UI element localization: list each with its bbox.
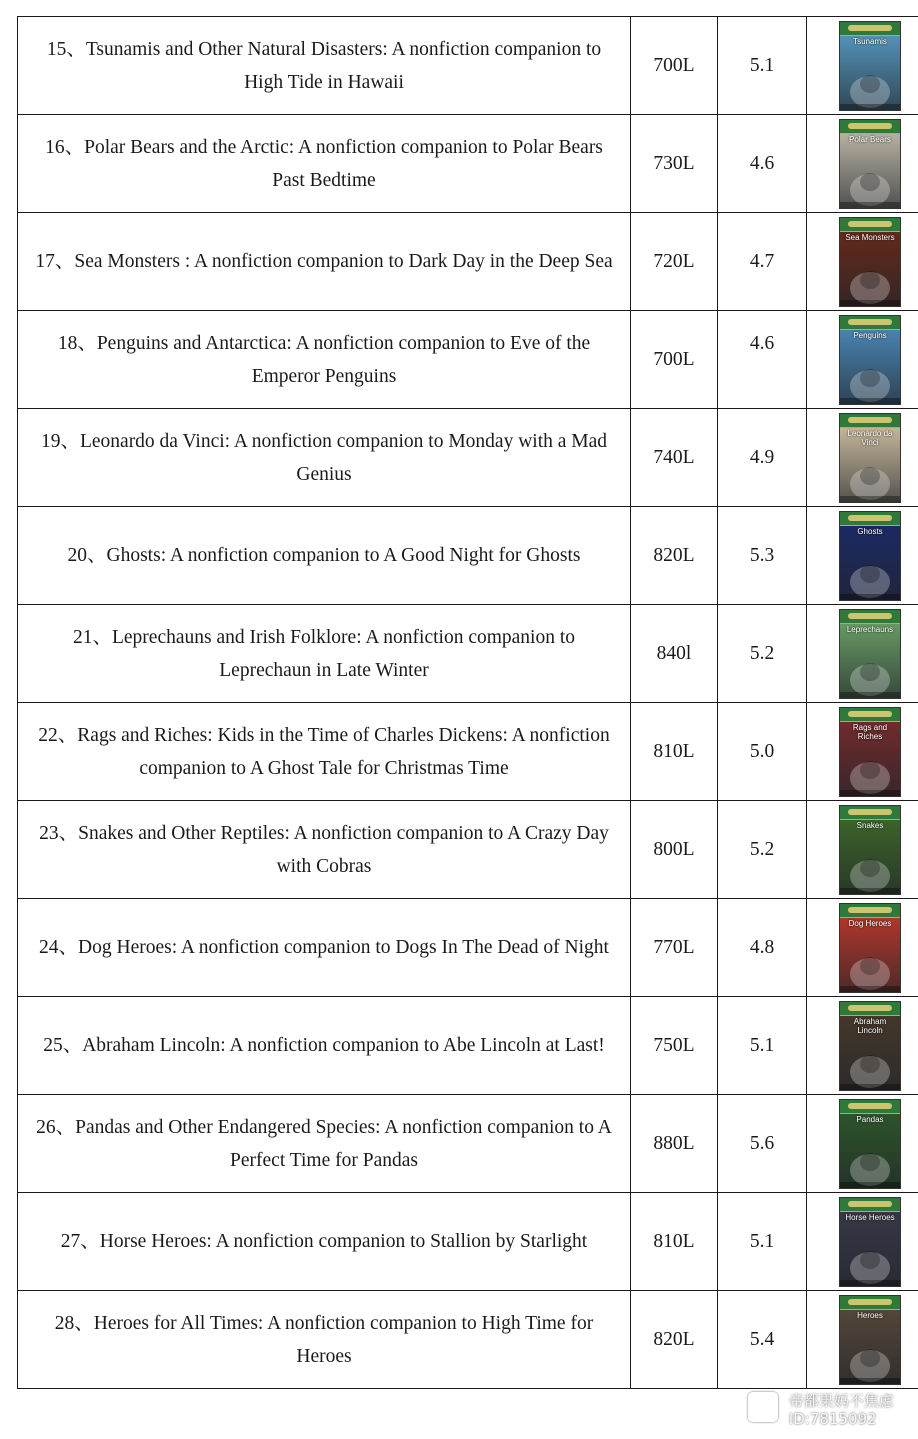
cover-banner	[840, 512, 900, 526]
lexile-cell: 840l	[631, 605, 718, 703]
cover-illustration-icon	[840, 744, 900, 796]
cover-banner	[840, 1198, 900, 1212]
book-list-table-wrapper	[17, 16, 905, 1389]
book-title-cell: 27、Horse Heroes: A nonfiction companion to Stallion by Starlight	[18, 1193, 631, 1291]
lexile-cell: 770L	[631, 899, 718, 997]
level-value: 4.8	[749, 936, 775, 958]
book-title-cell: 19、Leonardo da Vinci: A nonfiction companion to Monday with a Mad Genius	[18, 409, 631, 507]
lexile-cell: 820L	[631, 1291, 718, 1389]
lexile-cell: 700L	[631, 17, 718, 115]
level-value: 5.1	[749, 1034, 775, 1056]
cover-banner	[840, 120, 900, 134]
cover-banner	[840, 806, 900, 820]
level-value: 5.2	[749, 838, 775, 860]
book-cover-cell	[807, 507, 918, 605]
table-row	[18, 409, 918, 507]
lexile-cell: 810L	[631, 703, 718, 801]
watermark	[748, 1392, 894, 1428]
book-cover-image	[840, 22, 900, 110]
level-cell	[718, 605, 807, 703]
cover-illustration-icon	[840, 352, 900, 404]
book-title-cell: 25、Abraham Lincoln: A nonfiction companion to Abe Lincoln at Last!	[18, 997, 631, 1095]
book-title-cell: 22、Rags and Riches: Kids in the Time of Charles Dickens: A nonfiction companion to A Ghost Tale for Christmas Time	[18, 703, 631, 801]
book-title-cell: 15、Tsunamis and Other Natural Disasters: A nonfiction companion to High Tide in Hawaii	[18, 17, 631, 115]
book-cover-cell	[807, 17, 918, 115]
book-cover-cell	[807, 997, 918, 1095]
cover-title: Tsunamis	[853, 36, 887, 46]
cover-title: Dog Heroes	[848, 918, 892, 928]
table-row	[18, 899, 918, 997]
book-cover-image	[840, 708, 900, 796]
book-cover-image	[840, 316, 900, 404]
cover-title: Polar Bears	[849, 134, 891, 144]
lexile-cell: 800L	[631, 801, 718, 899]
cover-banner	[840, 1002, 900, 1016]
watermark-text	[789, 1392, 894, 1428]
lexile-cell: 730L	[631, 115, 718, 213]
cover-title: Penguins	[853, 330, 887, 340]
book-cover-cell	[807, 213, 918, 311]
cover-banner	[840, 904, 900, 918]
book-cover-cell	[807, 311, 918, 409]
watermark-line2: ID:7815092	[788, 1410, 877, 1428]
level-cell	[718, 1291, 807, 1389]
book-title-cell: 26、Pandas and Other Endangered Species: A nonfiction companion to A Perfect Time for Pandas	[18, 1095, 631, 1193]
level-cell	[718, 311, 807, 409]
level-value: 4.6	[749, 332, 775, 354]
level-value: 4.6	[749, 152, 775, 174]
book-cover-image	[840, 512, 900, 600]
level-cell	[718, 213, 807, 311]
table-row	[18, 213, 918, 311]
book-cover-image	[840, 806, 900, 894]
cover-title: Sea Monsters	[845, 232, 895, 242]
level-cell	[718, 115, 807, 213]
table-row	[18, 17, 918, 115]
cover-illustration-icon	[840, 1332, 900, 1384]
level-cell	[718, 507, 807, 605]
cover-banner	[840, 218, 900, 232]
table-row	[18, 311, 918, 409]
level-cell	[718, 899, 807, 997]
book-cover-image	[840, 904, 900, 992]
cover-title: Rags and Riches	[852, 722, 888, 741]
book-title-cell: 20、Ghosts: A nonfiction companion to A Good Night for Ghosts	[18, 507, 631, 605]
table-row	[18, 1095, 918, 1193]
level-cell	[718, 1193, 807, 1291]
cover-illustration-icon	[840, 1234, 900, 1286]
cover-title: Ghosts	[857, 526, 883, 536]
lexile-cell: 700L	[631, 311, 718, 409]
level-value: 4.9	[749, 446, 775, 468]
book-cover-cell	[807, 1291, 918, 1389]
cover-banner	[840, 1296, 900, 1310]
book-cover-cell	[807, 1193, 918, 1291]
book-cover-image	[840, 1100, 900, 1188]
table-row	[18, 507, 918, 605]
level-cell	[718, 17, 807, 115]
book-cover-cell	[807, 801, 918, 899]
cover-title: Abraham Lincoln	[853, 1016, 887, 1035]
lexile-cell: 720L	[631, 213, 718, 311]
level-cell	[718, 703, 807, 801]
book-title-cell: 17、Sea Monsters : A nonfiction companion to Dark Day in the Deep Sea	[18, 213, 631, 311]
level-value: 5.0	[749, 740, 775, 762]
lexile-cell: 820L	[631, 507, 718, 605]
book-title-cell: 24、Dog Heroes: A nonfiction companion to Dogs In The Dead of Night	[18, 899, 631, 997]
watermark-line1: 帝都果妈不焦虑	[788, 1392, 894, 1410]
level-cell	[718, 1095, 807, 1193]
cover-title: Pandas	[856, 1114, 884, 1124]
level-value: 5.3	[749, 544, 775, 566]
cover-illustration-icon	[840, 548, 900, 600]
book-cover-image	[840, 414, 900, 502]
lexile-cell: 810L	[631, 1193, 718, 1291]
book-cover-image	[840, 1198, 900, 1286]
cover-illustration-icon	[840, 1038, 900, 1090]
cover-banner	[840, 316, 900, 330]
cover-illustration-icon	[840, 940, 900, 992]
level-value: 5.1	[749, 1230, 775, 1252]
book-cover-cell	[807, 703, 918, 801]
level-value: 5.6	[749, 1132, 775, 1154]
table-row	[18, 605, 918, 703]
book-cover-image	[840, 120, 900, 208]
book-cover-cell	[807, 899, 918, 997]
cover-banner	[840, 610, 900, 624]
cover-banner	[840, 1100, 900, 1114]
table-row	[18, 1291, 918, 1389]
table-row	[18, 997, 918, 1095]
lexile-cell: 880L	[631, 1095, 718, 1193]
cover-title: Horse Heroes	[845, 1212, 895, 1222]
cover-title: Heroes	[857, 1310, 883, 1320]
book-cover-image	[840, 218, 900, 306]
lexile-cell: 740L	[631, 409, 718, 507]
book-cover-image	[840, 610, 900, 698]
level-value: 5.4	[749, 1328, 775, 1350]
cover-banner	[840, 708, 900, 722]
book-title-cell: 18、Penguins and Antarctica: A nonfiction companion to Eve of the Emperor Penguins	[18, 311, 631, 409]
cover-title: Snakes	[856, 820, 884, 830]
level-cell	[718, 997, 807, 1095]
book-title-cell: 28、Heroes for All Times: A nonfiction companion to High Time for Heroes	[18, 1291, 631, 1389]
cover-banner	[840, 22, 900, 36]
cover-illustration-icon	[840, 646, 900, 698]
level-cell	[718, 409, 807, 507]
book-list-rows	[18, 17, 918, 1389]
table-row	[18, 703, 918, 801]
cover-illustration-icon	[840, 450, 900, 502]
book-title-cell: 23、Snakes and Other Reptiles: A nonfiction companion to A Crazy Day with Cobras	[18, 801, 631, 899]
book-cover-image	[840, 1002, 900, 1090]
cover-banner	[840, 414, 900, 428]
level-value: 5.2	[749, 642, 775, 664]
book-title-cell: 16、Polar Bears and the Arctic: A nonfiction companion to Polar Bears Past Bedtime	[18, 115, 631, 213]
cover-illustration-icon	[840, 1136, 900, 1188]
level-cell	[718, 801, 807, 899]
table-row	[18, 115, 918, 213]
level-value: 4.7	[749, 250, 775, 272]
cover-title: Leonardo da Vinci	[847, 428, 893, 447]
table-row	[18, 801, 918, 899]
book-cover-cell	[807, 1095, 918, 1193]
level-value: 5.1	[749, 54, 775, 76]
cover-illustration-icon	[840, 254, 900, 306]
cover-illustration-icon	[840, 842, 900, 894]
book-title-cell: 21、Leprechauns and Irish Folklore: A nonfiction companion to Leprechaun in Late Winter	[18, 605, 631, 703]
cover-illustration-icon	[840, 156, 900, 208]
book-cover-image	[840, 1296, 900, 1384]
book-cover-cell	[807, 115, 918, 213]
lexile-cell: 750L	[631, 997, 718, 1095]
cover-title: Leprechauns	[846, 624, 894, 634]
watermark-logo-icon	[748, 1392, 778, 1422]
cover-illustration-icon	[840, 58, 900, 110]
book-cover-cell	[807, 605, 918, 703]
book-cover-cell	[807, 409, 918, 507]
table-row	[18, 1193, 918, 1291]
book-list-table	[17, 16, 918, 1389]
